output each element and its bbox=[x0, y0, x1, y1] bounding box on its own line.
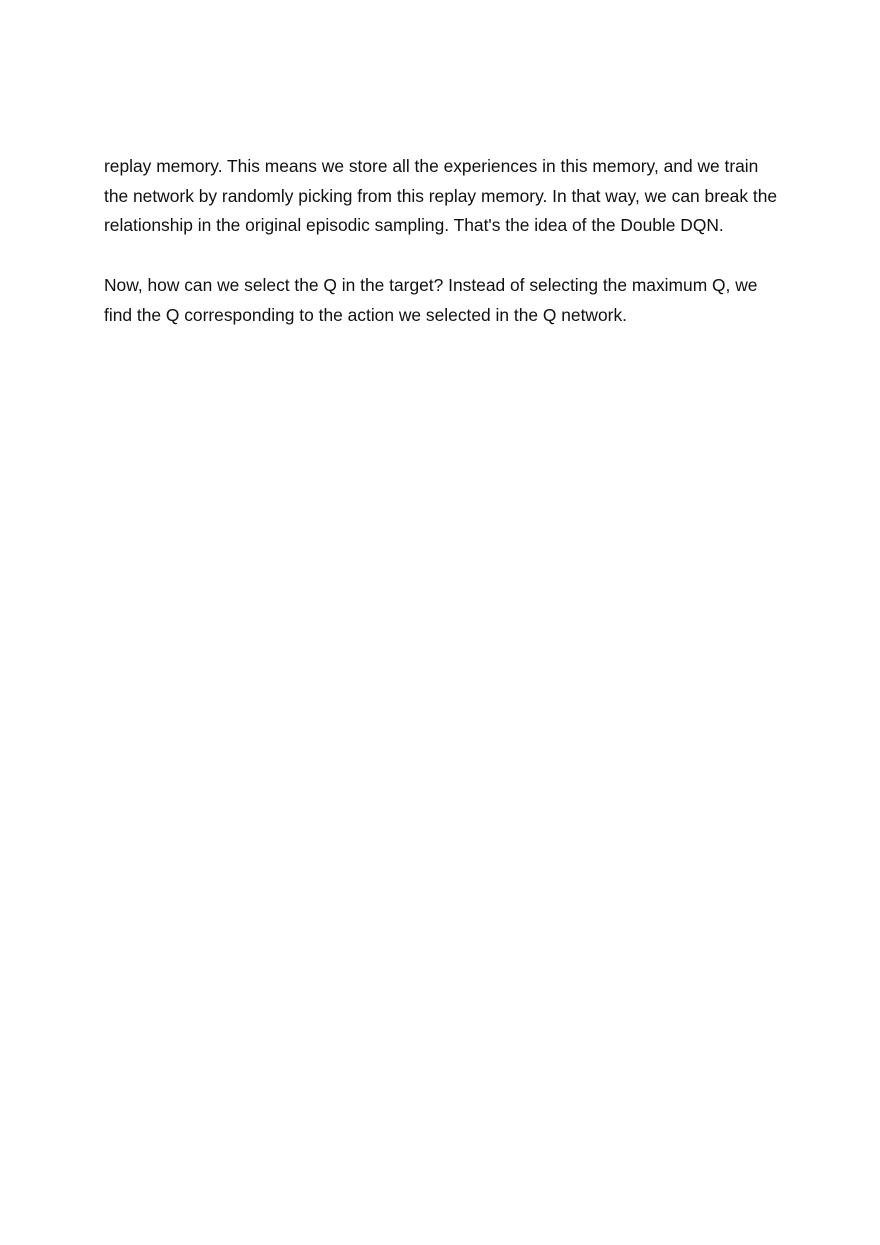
text-line: find the Q corresponding to the action we selected in the Q network. bbox=[104, 304, 627, 325]
text-line: relationship in the original episodic sampling. That's the idea of the Double DQN. bbox=[104, 215, 724, 236]
text-line: Now, how can we select the Q in the target? Instead of selecting the maximum Q, we bbox=[104, 274, 758, 295]
text-line: replay memory. This means we store all the experiences in this memory, and we train bbox=[104, 156, 759, 176]
text-line: the network by randomly picking from this replay memory. In that way, we can break the bbox=[104, 185, 778, 206]
document-body bbox=[104, 152, 804, 330]
paragraph-replay-memory bbox=[104, 152, 804, 241]
paragraph-select-q bbox=[104, 271, 804, 330]
